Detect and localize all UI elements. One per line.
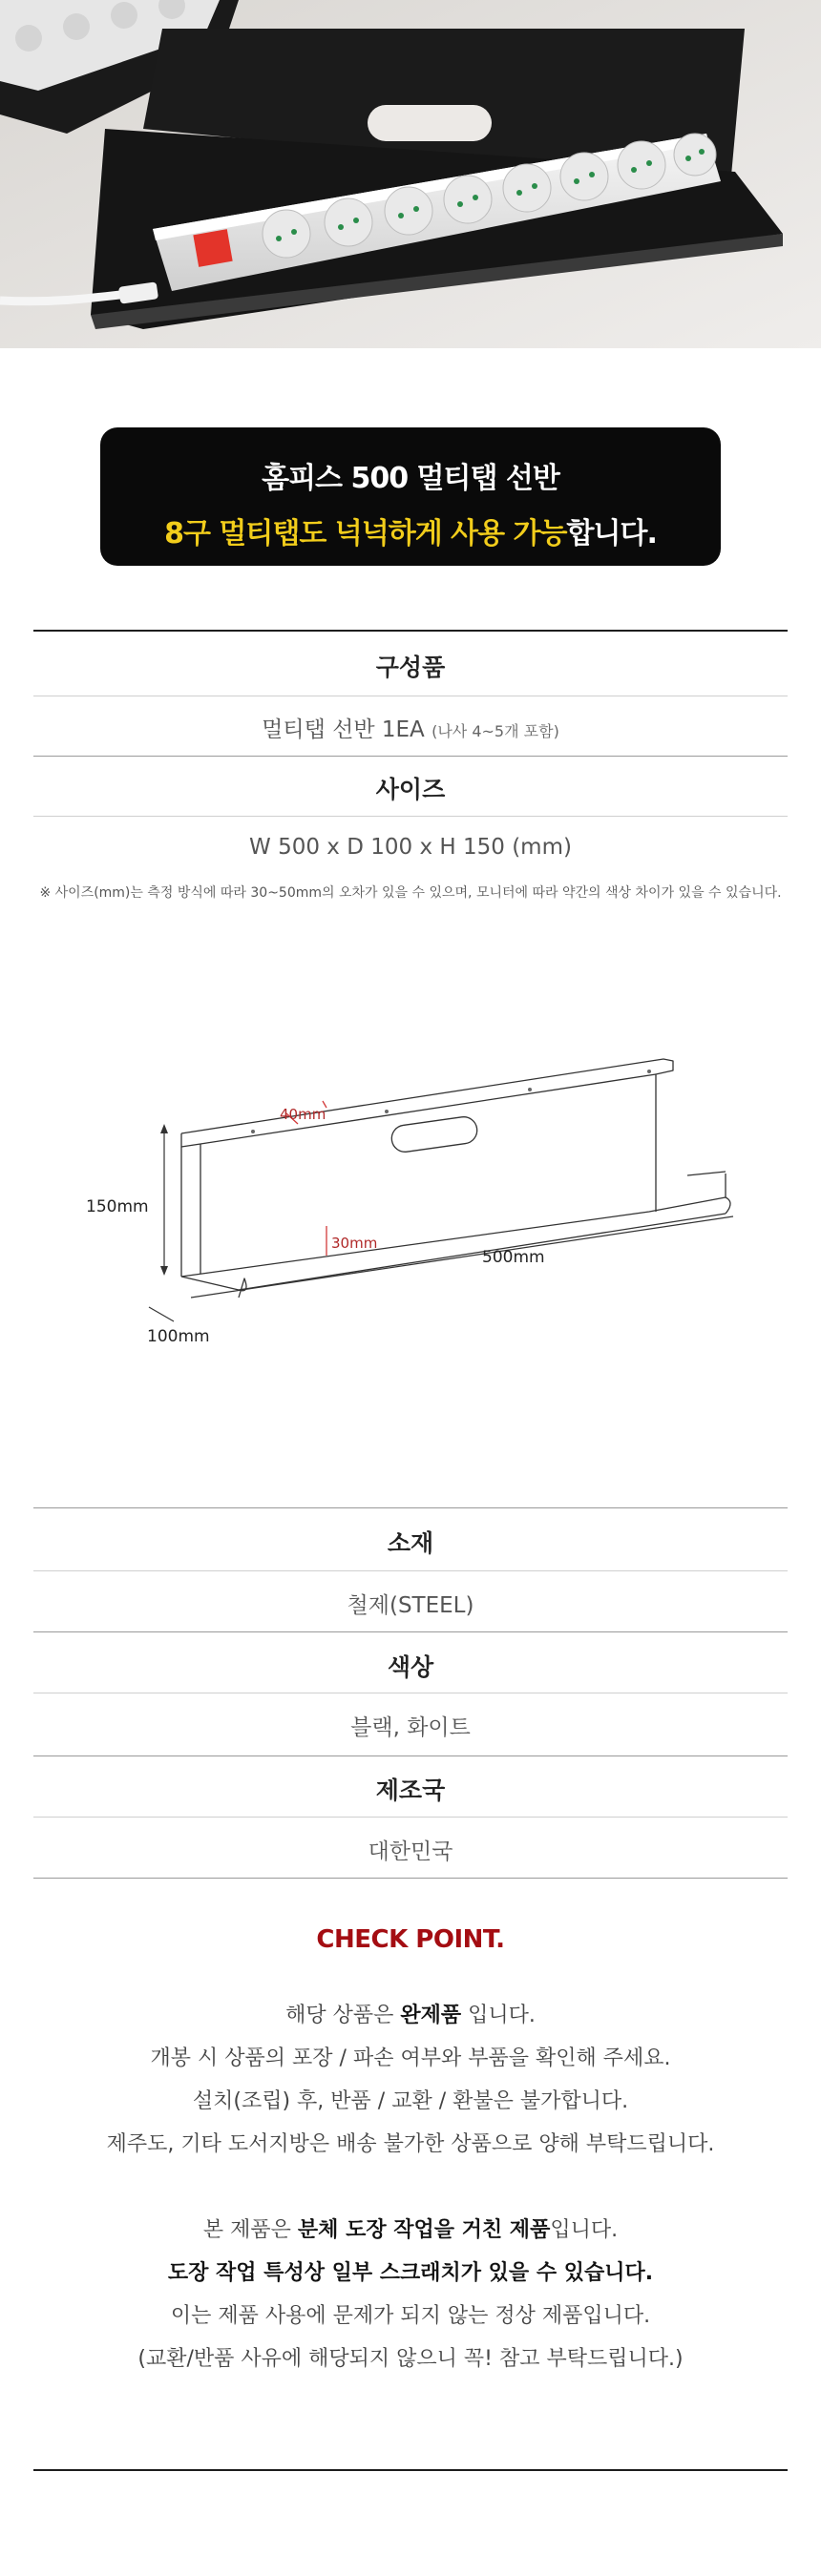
size-value: W 500 x D 100 x H 150 (mm) [249, 835, 572, 860]
check-line-5-pre: 본 제품은 [202, 2218, 298, 2242]
components-note: (나사 4~5개 포함) [432, 722, 559, 740]
dimension-diagram [76, 1011, 764, 1393]
components-value: 멀티탭 선반 1EA [262, 717, 425, 742]
title-banner [100, 427, 721, 566]
size-label: 사이즈 [375, 776, 446, 803]
origin-value: 대한민국 [368, 1839, 453, 1864]
product-photo [0, 0, 821, 348]
dim-width-label: 500mm [482, 1248, 545, 1267]
check-line-3: 설치(조립) 후, 반품 / 교환 / 환불은 불가합니다. [192, 2089, 629, 2113]
check-line-1 [0, 1999, 821, 2028]
divider [33, 1755, 788, 1756]
size-note: ※ 사이즈(mm)는 측정 방식에 따라 30~50mm의 오차가 있을 수 있으며, 모니터에 따라 약간의 색상 차이가 있을 수 있습니다. [39, 885, 782, 901]
divider [33, 1878, 788, 1879]
check-line-1-pre: 해당 상품은 [285, 2004, 401, 2027]
check-line-1-post: 입니다. [461, 2004, 536, 2027]
dim-lip-label: 30mm [331, 1235, 378, 1252]
divider [33, 1631, 788, 1632]
check-line-6 [0, 2256, 821, 2286]
components-row [33, 712, 788, 743]
color-value: 블랙, 화이트 [350, 1715, 471, 1740]
divider [33, 816, 788, 817]
origin-label: 제조국 [375, 1776, 446, 1804]
material-label: 소재 [387, 1529, 434, 1557]
check-line-5-post: 입니다. [550, 2218, 619, 2242]
divider [33, 1507, 788, 1508]
power-strip-shelf-photo [0, 0, 821, 348]
check-line-5 [0, 2213, 821, 2243]
check-line-4: 제주도, 기타 도서지방은 배송 불가한 상품으로 양해 부탁드립니다. [106, 2132, 715, 2156]
components-label: 구성품 [375, 654, 446, 681]
divider [33, 1570, 788, 1571]
divider [33, 630, 788, 632]
divider [33, 1817, 788, 1818]
dim-height-label: 150mm [86, 1197, 149, 1216]
banner-subtitle-rest: 합니다. [566, 517, 657, 551]
dim-depth-label: 100mm [147, 1327, 210, 1346]
check-point-title: CHECK POINT. [316, 1925, 505, 1954]
check-line-6-bold: 도장 작업 특성상 일부 스크래치가 있을 수 있습니다. [167, 2261, 654, 2285]
banner-title: 홈피스 500 멀티탭 선반 [262, 462, 559, 495]
divider [33, 756, 788, 757]
check-line-8: (교환/반품 사유에 해당되지 않으니 꼭! 참고 부탁드립니다.) [137, 2347, 684, 2371]
banner-subtitle-highlight: 8구 멀티탭도 넉넉하게 사용 가능 [164, 517, 567, 551]
dim-top-label: 40mm [280, 1106, 326, 1123]
material-value: 철제(STEEL) [347, 1593, 474, 1618]
check-line-2: 개봉 시 상품의 포장 / 파손 여부와 부품을 확인해 주세요. [150, 2046, 671, 2070]
check-line-5-bold: 분체 도장 작업을 거친 제품 [297, 2218, 551, 2242]
footer-divider [33, 2469, 788, 2471]
check-line-7: 이는 제품 사용에 문제가 되지 않는 정상 제품입니다. [170, 2304, 651, 2328]
color-label: 색상 [387, 1653, 434, 1681]
check-line-1-bold: 완제품 [400, 2004, 462, 2027]
banner-subtitle [100, 509, 721, 551]
